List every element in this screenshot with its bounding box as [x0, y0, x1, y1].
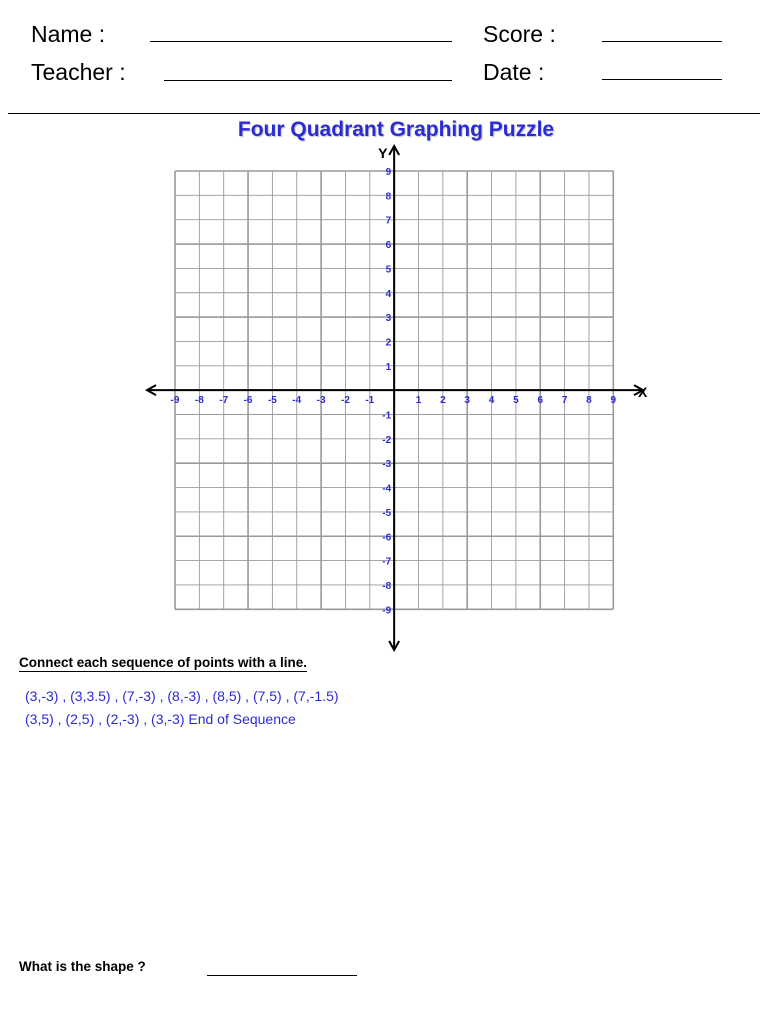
x-tick-label: 7 [561, 395, 568, 407]
x-tick-label: -9 [170, 395, 180, 407]
x-tick-label: -5 [267, 395, 277, 407]
y-tick-label: 7 [385, 215, 392, 227]
y-tick-label: 8 [385, 191, 392, 203]
name-label: Name : [31, 21, 106, 47]
y-tick-label: 4 [385, 288, 392, 300]
x-tick-label: -7 [219, 395, 229, 407]
y-tick-label: -2 [382, 434, 392, 446]
y-tick-label: -3 [382, 459, 392, 471]
sequence-line-1: (3,-3) , (3,3.5) , (7,-3) , (8,-3) , (8,5) , (7,5) , (7,-1.5) [25, 688, 339, 704]
x-tick-label: -3 [316, 395, 326, 407]
score-label: Score : [483, 21, 556, 47]
x-tick-label: 3 [464, 395, 470, 407]
x-tick-label: 9 [610, 395, 617, 407]
x-tick-label: 5 [513, 395, 519, 407]
x-tick-label: 6 [537, 395, 544, 407]
y-tick-label: -4 [382, 483, 392, 495]
y-tick-label: -8 [382, 580, 392, 592]
x-tick-label: 4 [488, 395, 495, 407]
sequence-line-2: (3,5) , (2,5) , (2,-3) , (3,-3) End of Sequence [25, 711, 296, 727]
y-axis-label: Y [378, 145, 388, 161]
y-tick-label: 9 [385, 167, 392, 178]
date-label: Date : [483, 59, 545, 85]
x-tick-label: -2 [340, 395, 350, 407]
tick-labels [171, 145, 648, 616]
y-tick-label: -1 [382, 410, 392, 422]
y-tick-label: -9 [382, 605, 392, 617]
y-tick-label: 1 [385, 361, 392, 373]
x-tick-label: -1 [365, 395, 375, 407]
y-tick-label: 2 [385, 337, 392, 349]
y-tick-label: 5 [385, 264, 392, 276]
x-axis-label: X [638, 384, 648, 401]
y-tick-label: -7 [382, 556, 392, 568]
shape-question: What is the shape ? [19, 959, 146, 974]
y-tick-label: -6 [382, 532, 392, 544]
y-tick-label: 6 [385, 240, 392, 252]
y-tick-label: 3 [385, 313, 392, 325]
x-tick-label: 2 [440, 395, 446, 407]
x-tick-label: -8 [194, 395, 204, 407]
x-tick-label: 8 [586, 395, 592, 407]
y-tick-label: -5 [382, 507, 392, 519]
x-tick-label: -4 [292, 395, 302, 407]
instructions: Connect each sequence of points with a line. [19, 655, 308, 670]
shape-answer-field[interactable] [207, 975, 357, 976]
x-tick-label: 1 [415, 395, 422, 407]
teacher-label: Teacher : [31, 59, 126, 85]
x-tick-label: -6 [243, 395, 253, 407]
page-title: Four Quadrant Graphing Puzzle [237, 118, 555, 141]
